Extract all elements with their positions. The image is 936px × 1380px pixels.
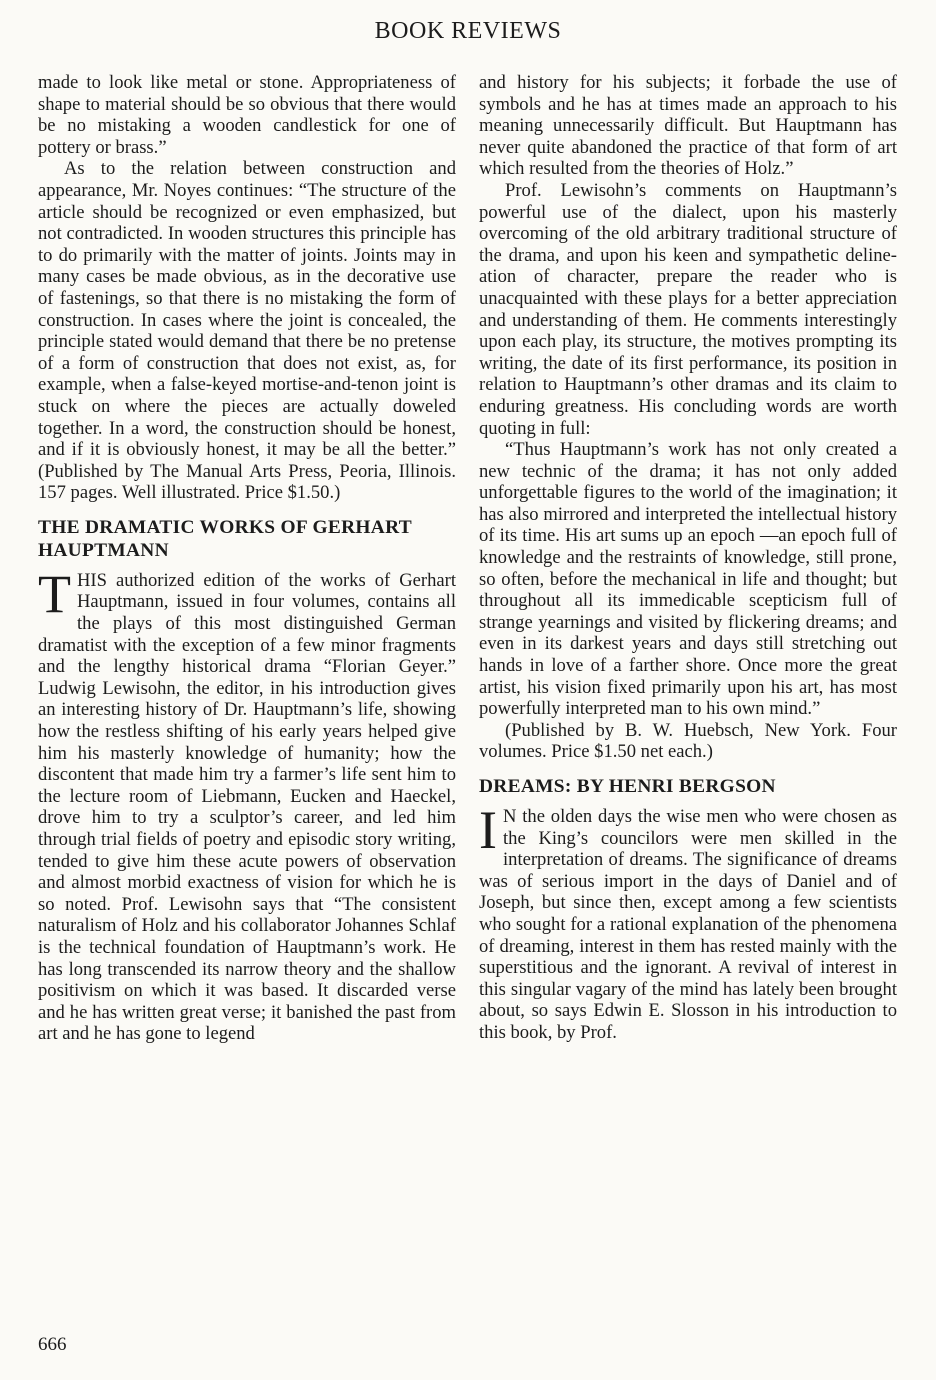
section-heading: DREAMS: BY HENRI BERGSON [479, 776, 776, 797]
right-column [479, 72, 897, 1044]
running-header: BOOK REVIEWS [374, 18, 562, 44]
drop-cap: T [38, 563, 71, 624]
drop-cap: I [479, 800, 497, 860]
quotation-paragraph: “Thus Hauptmann’s work has not only created a new technic of the drama; it has not only added unforgettable figures to the world of the imagination; it has also mirrored and interpreted the intellectual history of its time. His art sums up an epoch —an epoch full of knowledge and the restraints of knowledge, still prone, so often, before the mechanical in life and thought; but throughout all its immedicable scepticism full of strange yearnings and visited by flickering dreams; and even in its darkest years and days still stretching out hands in love of a farther shore. Once more the great artist, his vision fixed primarily upon his art, has most powerfully interpreted man to his own mind.” [479, 439, 897, 720]
paragraph-text: N the olden days the wise men who were chosen as the King’s councilors were men skilled in the interpretation of dreams. The significance of dreams was of serious import in the days of Daniel and of Joseph, but since then, except among a few scientists who sought for a rational explanation of the phenomena of dreaming, interest in them has rested mainly with the superstitious and the ignorant. A revival of interest in this singular vagary of the mind has lately been brought about, so says Edwin E. Slosson in his introduction to this book, by Prof. [479, 806, 897, 1043]
paragraph: Prof. Lewisohn’s comments on Hauptmann’s powerful use of the dialect, upon his masterly overcoming of the old arbitrary traditional structure of the drama, and upon his keen and sympathetic delineation of character, prepare the reader who is unacquainted with these plays for a better appreciation and understanding of them. He comments interestingly upon each play, its structure, the motives prompting its writing, the date of its first performance, its position in relation to Hauptmann’s other dramas and its claim to enduring greatness. His concluding words are worth quoting in full: [479, 179, 897, 439]
section-heading: THE DRAMATIC WORKS OF GERHART HAUPTMANN [38, 516, 412, 561]
paragraph [38, 563, 456, 1045]
left-column [38, 72, 456, 1045]
paragraph: made to look like metal or stone. Appropriateness of shape to material should be so obvious that there would be no mistaking a wooden candlestick for one of pottery or brass.” [38, 72, 456, 158]
page-number: 666 [38, 1334, 67, 1355]
paragraph: As to the relation between construction and appearance, Mr. Noyes continues: “The structure of the article should be recognized or even emphasized, but not contradicted. In wooden structures this principle has to do primarily with the matter of joints. Joints may in many cases be made obvious, as in the decorative use of fastenings, so that there is no mistaking the form of construction. In cases where the joint is concealed, the principle stated would demand that there be no pretense of a form of construction that does not exist, as, for example, when a false-keyed mortise-and-tenon joint is stuck on where the pieces are actually doweled together. In a word, the construction should be honest, and if it is obviously honest, it may be all the better.” (Published by The Manual Arts Press, Peoria, Illinois. 157 pages. Well illustrated. Price $1.50.) [38, 158, 456, 504]
paragraph-text: HIS authorized edition of the works of Gerhart Hauptmann, issued in four volumes, contains all the plays of this most distinguished German dramatist with the exception of a few minor fragments and the lengthy historical drama “Florian Geyer.” Ludwig Lewisohn, the editor, in his introduction gives an interesting history of Dr. Hauptmann’s life, showing how the restless shifting of his early years helped give him his masterly knowledge of humanity; how the discontent that made him try a farmer’s life sent him to the lecture room of Liebmann, Eucken and Haeckel, drove him to try a sculptor’s career, and led him through trial fields of poetry and episodic story writing, tended to give him these acute powers of observation and almost morbid exactness of vision for which he is so noted. Prof. Lewisohn says that “The consistent naturalism of Holz and his collaborator Johannes Schlaf is the technical foundation of Hauptmann’s work. He has long transcended its narrow theory and the shallow positivism on which it was based. It discarded verse and he has written great verse; it banished the past from art and he has gone to legend [38, 569, 456, 1045]
paragraph: and history for his subjects; it forbade the use of symbols and he has at times made an approach to his meaning unnecessarily difficult. But Hauptmann has never quite abandoned the practice of that form of art which resulted from the theories of Holz.” [479, 72, 897, 180]
paragraph [479, 800, 897, 1044]
publication-note: (Published by B. W. Huebsch, New York. Four volumes. Price $1.50 net each.) [479, 719, 897, 763]
